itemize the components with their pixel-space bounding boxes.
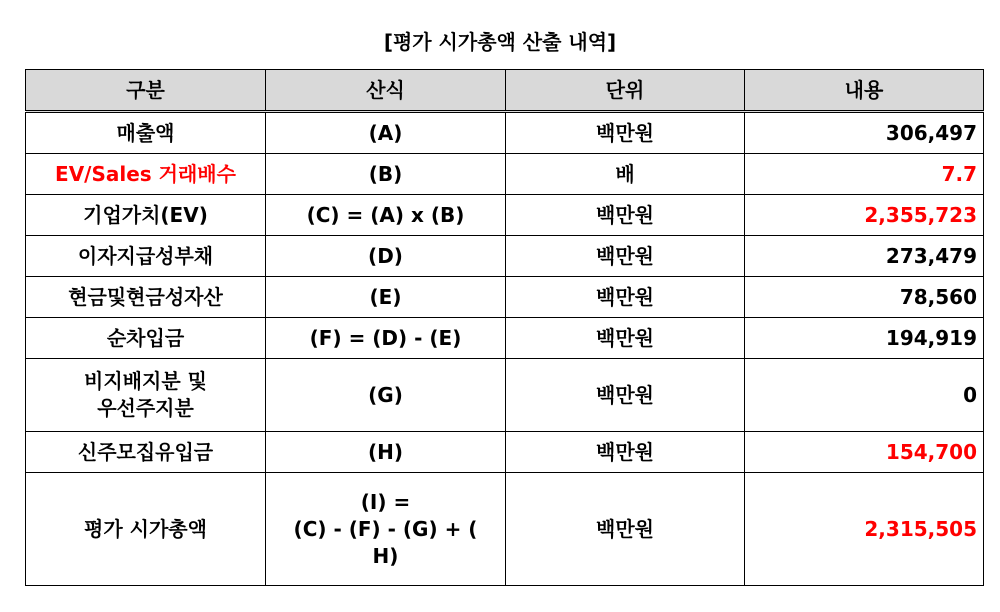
row-value: 273,479 <box>745 236 984 277</box>
row-label-line: 우선주지분 <box>97 396 194 420</box>
row-formula: (A) <box>266 112 506 154</box>
row-label: 기업가치(EV) <box>26 195 266 236</box>
row-label <box>26 359 266 432</box>
row-unit: 백만원 <box>506 359 745 432</box>
header-unit: 단위 <box>506 70 745 112</box>
row-formula: (G) <box>266 359 506 432</box>
row-label: 매출액 <box>26 112 266 154</box>
row-formula: (E) <box>266 277 506 318</box>
table-row <box>26 277 984 318</box>
table-row <box>26 236 984 277</box>
header-value: 내용 <box>745 70 984 112</box>
row-formula-line: (I) = <box>360 489 411 514</box>
table-row <box>26 473 984 586</box>
row-label: 현금및현금성자산 <box>26 277 266 318</box>
table-row <box>26 359 984 432</box>
table-row <box>26 432 984 473</box>
header-category: 구분 <box>26 70 266 112</box>
row-label-line: 비지배지분 및 <box>84 369 207 393</box>
row-label: EV/Sales 거래배수 <box>26 154 266 195</box>
row-unit: 백만원 <box>506 195 745 236</box>
row-value: 0 <box>745 359 984 432</box>
row-unit: 배 <box>506 154 745 195</box>
row-value: 154,700 <box>745 432 984 473</box>
row-value: 306,497 <box>745 112 984 154</box>
row-unit: 백만원 <box>506 112 745 154</box>
header-formula: 산식 <box>266 70 506 112</box>
row-formula-line: (C) - (F) - (G) + ( <box>293 516 478 541</box>
row-value: 2,355,723 <box>745 195 984 236</box>
row-formula <box>266 473 506 586</box>
row-label: 순차입금 <box>26 318 266 359</box>
market-cap-table <box>25 69 984 586</box>
row-unit: 백만원 <box>506 473 745 586</box>
header-row <box>26 70 984 112</box>
row-value: 78,560 <box>745 277 984 318</box>
row-value: 194,919 <box>745 318 984 359</box>
row-formula: (D) <box>266 236 506 277</box>
row-value: 7.7 <box>745 154 984 195</box>
row-formula-line: H) <box>372 543 399 568</box>
row-unit: 백만원 <box>506 318 745 359</box>
row-formula: (H) <box>266 432 506 473</box>
row-formula: (C) = (A) x (B) <box>266 195 506 236</box>
table-row <box>26 318 984 359</box>
table-row <box>26 195 984 236</box>
row-label: 평가 시가총액 <box>26 473 266 586</box>
row-unit: 백만원 <box>506 277 745 318</box>
table-row <box>26 112 984 154</box>
table-title: [평가 시가총액 산출 내역] <box>383 30 617 54</box>
row-value: 2,315,505 <box>745 473 984 586</box>
row-unit: 백만원 <box>506 236 745 277</box>
row-unit: 백만원 <box>506 432 745 473</box>
row-formula: (B) <box>266 154 506 195</box>
table-row <box>26 154 984 195</box>
row-label: 이자지급성부채 <box>26 236 266 277</box>
row-formula: (F) = (D) - (E) <box>266 318 506 359</box>
row-label: 신주모집유입금 <box>26 432 266 473</box>
